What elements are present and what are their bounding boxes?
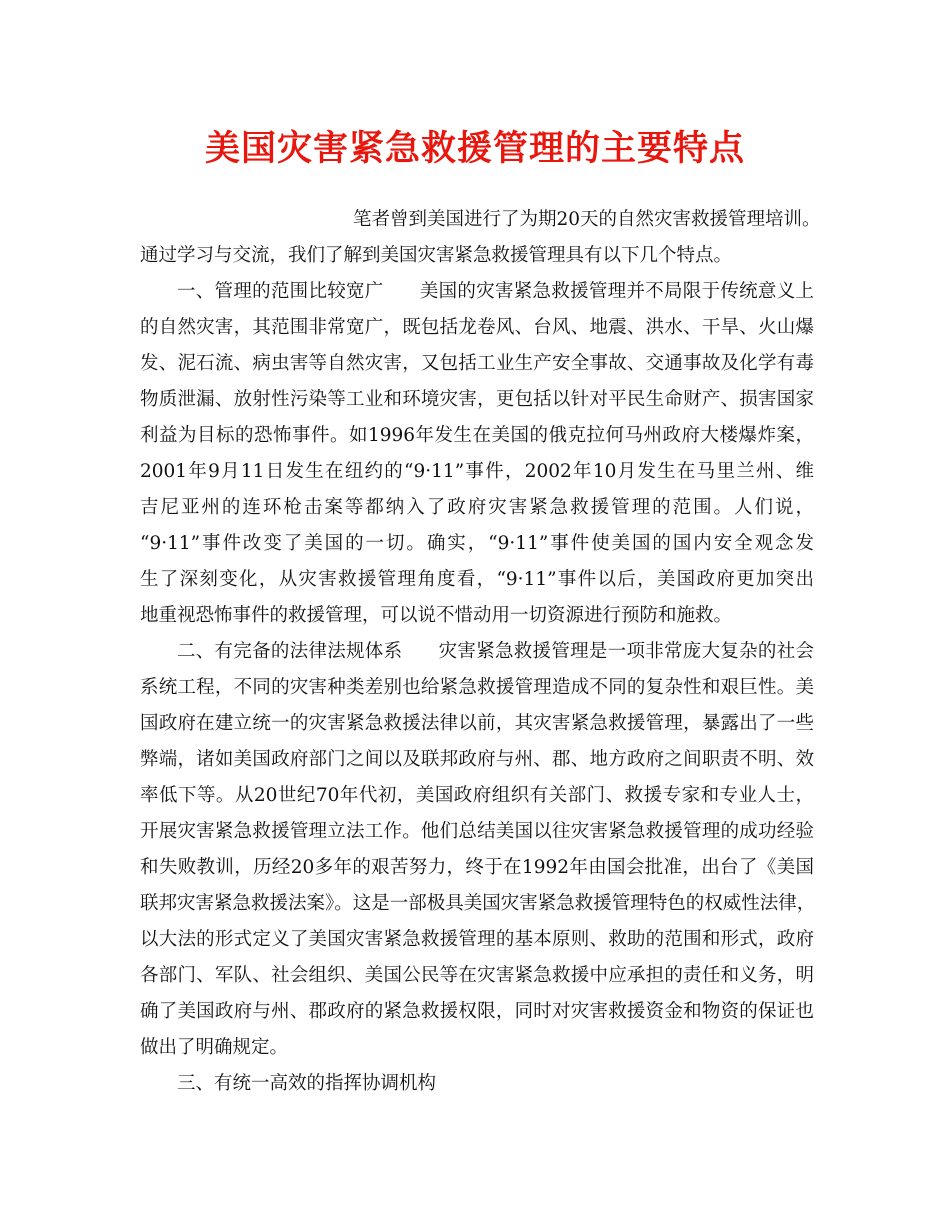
paragraph-line: 的自然灾害，其范围非常宽广，既包括龙卷风、台风、地震、洪水、干旱、火山爆 <box>140 317 814 338</box>
paragraph-line: 地重视恐怖事件的救援管理，可以说不惜动用一切资源进行预防和施救。 <box>140 605 733 626</box>
paragraph-line: 国政府在建立统一的灾害紧急救援法律以前，其灾害紧急救援管理，暴露出了一些 <box>140 713 814 734</box>
paragraph-line: 各部门、军队、社会组织、美国公民等在灾害紧急救援中应承担的责任和义务，明 <box>140 965 814 986</box>
intro-line-1: 笔者曾到美国进行了为期20天的自然灾害救援管理培训。 <box>353 209 821 230</box>
intro-line-2: 通过学习与交流，我们了解到美国灾害紧急救援管理具有以下几个特点。 <box>140 245 733 266</box>
section-1-first-line <box>140 274 814 310</box>
paragraph-line: “9·11”事件改变了美国的一切。确实，“9·11”事件使美国的国内安全观念发 <box>140 533 814 554</box>
paragraph-line: 以大法的形式定义了美国灾害紧急救援管理的基本原则、救助的范围和形式，政府 <box>140 929 814 950</box>
paragraph-line: 利益为目标的恐怖事件。如1996年发生在美国的俄克拉何马州政府大楼爆炸案， <box>140 425 814 446</box>
section-3-heading: 三、有统一高效的指挥协调机构 <box>177 1073 437 1094</box>
section-2-first-line <box>140 634 814 670</box>
section-2-text-start: 灾害紧急救援管理是一项非常庞大复杂的社会 <box>438 641 814 662</box>
paragraph-line: 物质泄漏、放射性污染等工业和环境灾害，更包括以针对平民生命财产、损害国家 <box>140 389 814 410</box>
paragraph-line: 做出了明确规定。 <box>140 1037 289 1058</box>
paragraph-line: 生了深刻变化，从灾害救援管理角度看，“9·11”事件以后，美国政府更加突出 <box>140 569 814 590</box>
section-1-text-start: 美国的灾害紧急救援管理并不局限于传统意义上 <box>419 281 814 302</box>
paragraph-line: 发、泥石流、病虫害等自然灾害，又包括工业生产安全事故、交通事故及化学有毒 <box>140 353 814 374</box>
paragraph-line: 率低下等。从20世纪70年代初，美国政府组织有关部门、救援专家和专业人士， <box>140 785 814 806</box>
section-2-heading: 二、有完备的法律法规体系 <box>177 641 403 662</box>
paragraph-line: 吉尼亚州的连环枪击案等都纳入了政府灾害紧急救援管理的范围。人们说， <box>140 497 814 518</box>
paragraph-line: 联邦灾害紧急救援法案》。这是一部极具美国灾害紧急救援管理特色的权威性法律， <box>140 893 816 914</box>
paragraph-line: 弊端，诸如美国政府部门之间以及联邦政府与州、郡、地方政府之间职责不明、效 <box>140 749 814 770</box>
document-title: 美国灾害紧急救援管理的主要特点 <box>204 128 745 169</box>
paragraph-line: 确了美国政府与州、郡政府的紧急救援权限，同时对灾害救援资金和物资的保证也 <box>140 1001 814 1022</box>
document-body <box>140 202 821 1102</box>
paragraph-line: 和失败教训，历经20多年的艰苦努力，终于在1992年由国会批准，出台了《美国 <box>140 857 814 878</box>
paragraph-line: 系统工程，不同的灾害种类差别也给紧急救援管理造成不同的复杂性和艰巨性。美 <box>140 677 814 698</box>
paragraph-line: 2001年9月11日发生在纽约的“9·11”事件，2002年10月发生在马里兰州、维 <box>140 461 814 482</box>
section-1-heading: 一、管理的范围比较宽广 <box>177 281 384 302</box>
paragraph-line: 开展灾害紧急救援管理立法工作。他们总结美国以往灾害紧急救援管理的成功经验 <box>140 821 814 842</box>
